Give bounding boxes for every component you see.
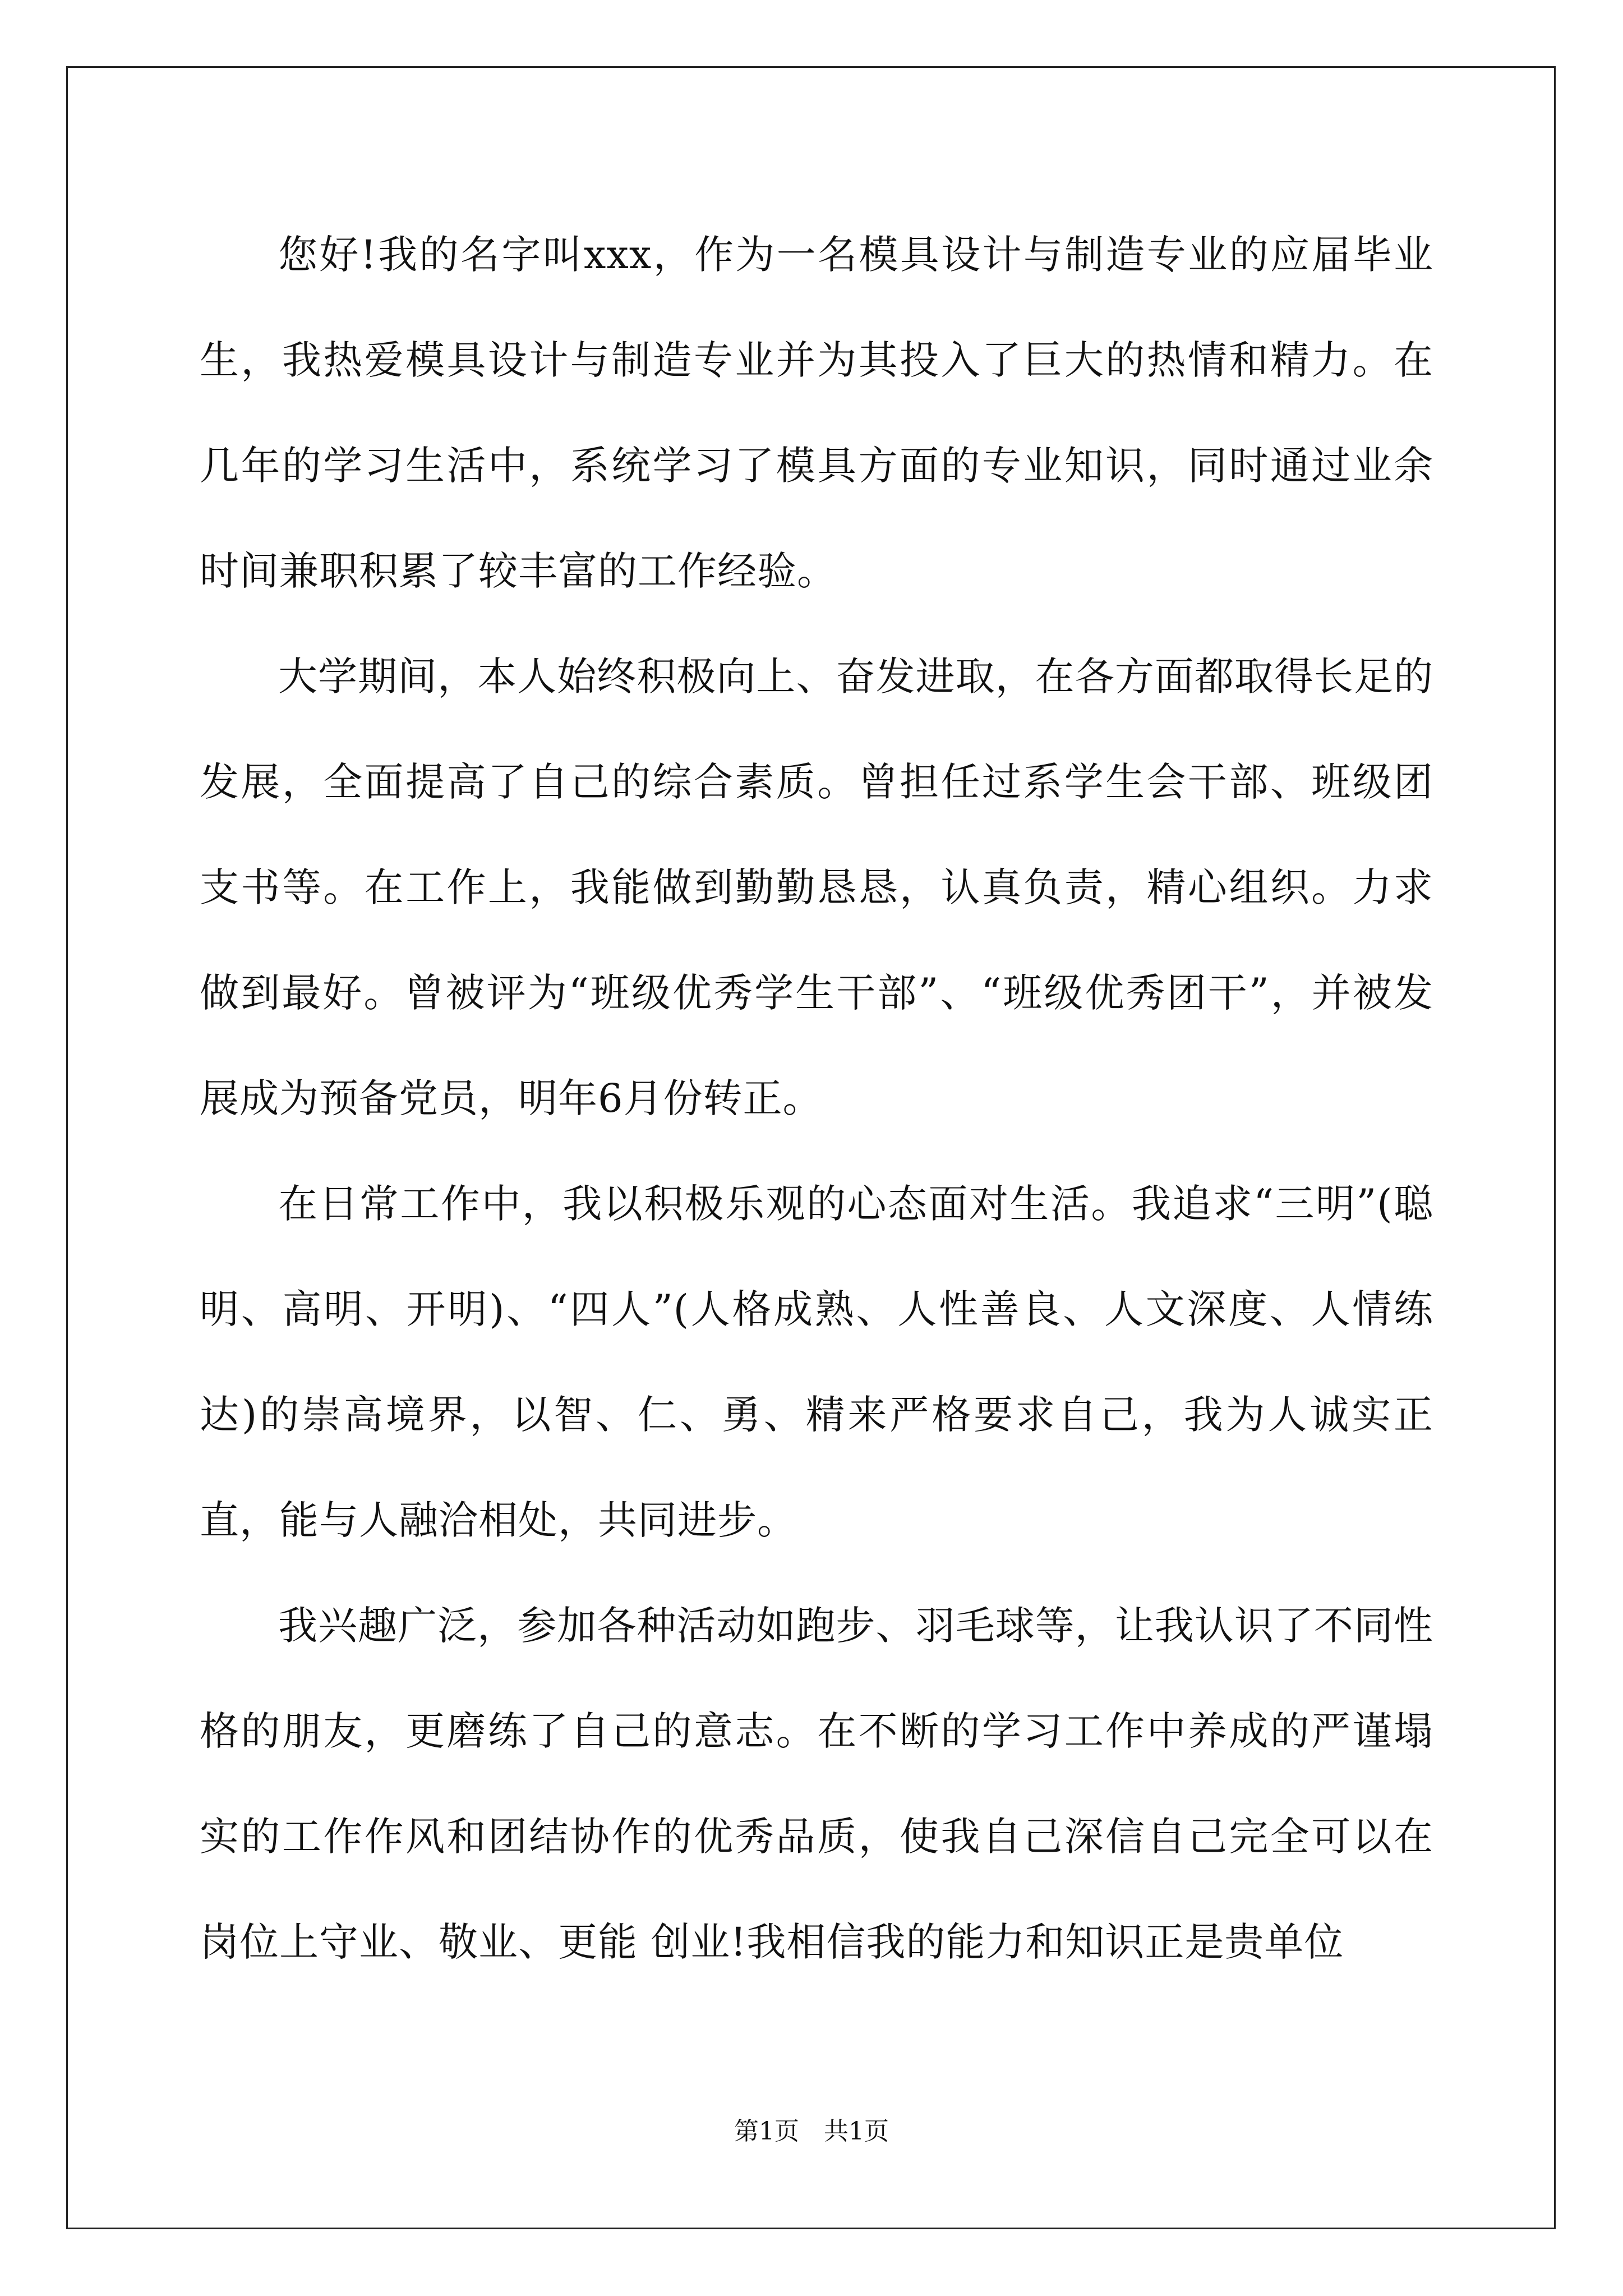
paragraph-4: 我兴趣广泛，参加各种活动如跑步、羽毛球等，让我认识了不同性格的朋友，更磨练了自己的意志。在不断的学习工作中养成的严谨塌实的工作作风和团结协作的优秀品质，使我自己深信自己完全可以在岗位上守业、敬业、更能 创业!我相信我的能力和知识正是贵单位 [200, 1603, 1433, 1965]
paragraph-2: 大学期间，本人始终积极向上、奋发进取，在各方面都取得长足的发展，全面提高了自己的综合素质。曾担任过系学生会干部、班级团支书等。在工作上，我能做到勤勤恳恳，认真负责，精心组织。力求做到最好。曾被评为“班级优秀学生干部”、“班级优秀团干”，并被发展成为预备党员，明年6月份转正。 [200, 654, 1433, 1121]
page-number: 第1页 [734, 2117, 799, 2146]
page-total: 共1页 [824, 2117, 889, 2146]
document-body [200, 202, 1433, 1995]
paragraph-1: 您好!我的名字叫xxx，作为一名模具设计与制造专业的应届毕业生，我热爱模具设计与制造专业并为其投入了巨大的热情和精力。在几年的学习生活中，系统学习了模具方面的专业知识，同时通过业余时间兼职积累了较丰富的工作经验。 [200, 232, 1433, 594]
page-footer [0, 2115, 1623, 2148]
paragraph-3: 在日常工作中，我以积极乐观的心态面对生活。我追求“三明”(聪明、高明、开明)、“四人”(人格成熟、人性善良、人文深度、人情练达)的崇高境界，以智、仁、勇、精来严格要求自己，我为人诚实正直，能与人融洽相处，共同进步。 [200, 1181, 1433, 1543]
